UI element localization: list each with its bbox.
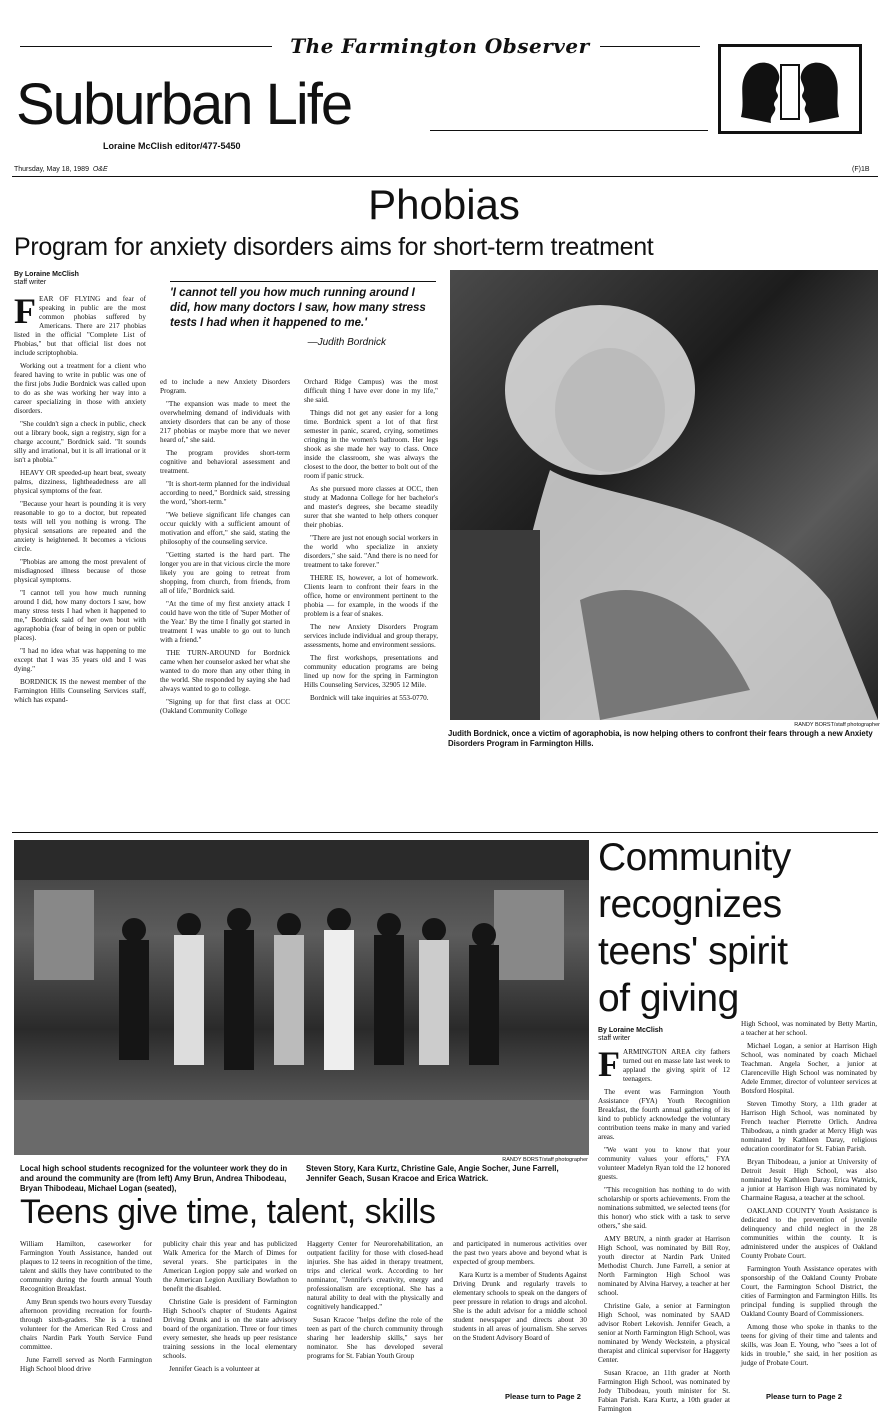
teens-column-4 <box>453 1240 587 1390</box>
issue-date: Thursday, May 18, 1989 O&E <box>14 166 108 173</box>
paragraph: and participated in numerous activities over the past two years above and beyond what is expected of group members. <box>453 1240 587 1266</box>
teens-column-2 <box>163 1240 297 1406</box>
paragraph: "We want you to know that your community values your efforts," FYA volunteer Madelyn Ryan told the 12 honored guests. <box>598 1146 730 1181</box>
paragraph: "I cannot tell you how much running around I did, how many doctors I saw, how many stress tests I had when it happened to me," Bordnick said of her own bout with agoraphobia (fear of being in open or public places). <box>14 589 146 642</box>
paragraph: publicity chair this year and has publicized Walk America for the March of Dimes for several years. She participates in the American Legion poppy sale and worked on the American Legion Auxiliary Bowlathon to benefit the disabled. <box>163 1240 297 1293</box>
paragraph: Among those who spoke in thanks to the teens for giving of their time and talents and skills, was Joan E. Young, who "sees a lot of kids in trouble," she said, in her position as judge of Probate Court. <box>741 1323 877 1367</box>
paragraph: "Because your heart is pounding it is very reasonable to go to a doctor, but repeated tests will tell you nothing is wrong. The physical sensations are repeated and the anxiety is heightened. It becomes a vicious circle. <box>14 500 146 553</box>
paragraph: Haggerty Center for Neurorehabilitation, an outpatient facility for those with closed-head injuries. She has aided in therapy treatment, trips and clerical work. According to her nominator, "Jennifer's creativity, energy and professionalism are exceptional. She has a natural ability to deal with the physically and cognitively handicapped." <box>307 1240 443 1311</box>
paragraph: "There are just not enough social workers in the world who specialize in anxiety disorders," she said. "And there is no need for treatment to take forever." <box>304 534 438 569</box>
community-column-2 <box>741 1020 877 1386</box>
paragraph: Amy Brun spends two hours every Tuesday afternoon providing recreation for fourth- through sixth-graders. She is a trained volunteer for the American Red Cross and chairs Nardin Park Youth Service Fund committee. <box>20 1298 152 1351</box>
paragraph: The event was Farmington Youth Assistance (FYA) Youth Recognition Breakfast, the fourth annual gathering of its kind to publicly acknowledge the voluntary contribution teens make in many and varied areas. <box>598 1088 730 1141</box>
paragraph: "Signing up for that first class at OCC (Oakland Community College <box>160 698 290 715</box>
paragraph: Things did not get any easier for a long time. Bordnick spent a lot of that first semester in panic, scared, crying, sometimes cringing in the women's bathroom. Her legs shook as she made her way to class. Once inside the classroom, she was always the closest to the door, the better to bolt out of the room if panic struck. <box>304 409 438 480</box>
paragraph: HEAVY OR speeded-up heart beat, sweaty palms, dizziness, lightheadedness are all physical symptoms of the fear. <box>14 469 146 495</box>
paragraph: Steven Timothy Story, a 11th grader at Harrison High School, was nominated by French teacher Pierrette Orlich. Andrea Thibodeau, a ninth grader at Mercy High was nominated by Kathleen Daray, religious education coordinator for St. Fabian Parish. <box>741 1100 877 1153</box>
paragraph: "This recognition has nothing to do with scholarship or sports achievements. From the nominations submitted, we selected teens (for this honor) who stick with a task to serve others," she said. <box>598 1186 730 1230</box>
paragraph: "The expansion was made to meet the overwhelming demand of individuals with anxiety disorders that can be any of those 217 phobias or maybe more that we never heard of," she said. <box>160 400 290 444</box>
paragraph: "Phobias are among the most prevalent of misdiagnosed illness because of those physical symptoms. <box>14 558 146 584</box>
phobias-byline: By Loraine McClish staff writer <box>14 271 79 286</box>
paragraph: The program provides short-term cognitive and behavioral assessment and treatment. <box>160 449 290 475</box>
bordnick-photo-caption: Judith Bordnick, once a victim of agoraphobia, is now helping others to confront their fears through a new Anxiety Disorders Program in Farmington Hills. <box>448 729 873 748</box>
masthead <box>0 0 888 173</box>
bordnick-photo <box>450 270 878 720</box>
paragraph: Christine Gale, a senior at Farmington High School, was nominated by SAAD advisor Robert Lekovish. Jennifer Geach, a senior at North Farmington High School, was nominated by Wendy Weckstein, a physical therapist and clinical supervisor for Haggerty Center. <box>598 1302 730 1364</box>
phobias-col1-text <box>14 295 146 705</box>
teens-column-1 <box>20 1240 152 1406</box>
teens-headline: Teens give time, talent, skills <box>20 1193 436 1231</box>
teens-continued: Please turn to Page 2 <box>505 1392 581 1401</box>
group-photo-caption-right: Steven Story, Kara Kurtz, Christine Gale, Angie Socher, June Farrell, Jennifer Geach, Susan Kracoe and Erica Watrick. <box>306 1164 559 1183</box>
paragraph: William Hamilton, caseworker for Farmington Youth Assistance, handed out plaques to 12 teens in recognition of the time, talent and skills they have contributed to the community during the fourth annual Youth Recognition Breakfast. <box>20 1240 152 1293</box>
paragraph: "We believe significant life changes can occur quickly with a sufficient amount of motivation and effort," she said, stating the philosophy of the counseling service. <box>160 511 290 546</box>
paragraph: Bordnick will take inquiries at 553-0770. <box>310 694 429 702</box>
community-byline: By Loraine McClish staff writer <box>598 1027 663 1042</box>
group-photo-credit: RANDY BORST/staff photographer <box>502 1157 588 1163</box>
phobias-column-1: F EAR OF FLYING and fear of speaking in public are the most common phobias suffered by Americans. There are 217 phobias listed in the official "Complete List of Phobias," but that official list does not include scriptophobia. Working out a treatment for a client who feared having to write in public was one of the first jobs Judie Bordnick was called upon to do as she was working her way into a career specializing in those with anxiety disorders. "She couldn't sign a check in public, check out a library book, sign a registry, sign for a charge account," Bordnick said. "It sounds silly and irrational, but it is all irrational or it isn't a phobia." HEAVY OR speeded-up heart beat, sweaty palms, dizziness, lightheadedness are all physical symptoms of the fear. "Because your heart is pounding it is very reasonable to go to a doctor, but repeated tests will tell you nothing is wrong. The physical sensations are repeated and the anxiety is heightened. It becomes a vicious circle. "Phobias are among the most prevalent of misdiagnosed illness because of those physical symptoms. "I cannot tell you how much running around I did, how many doctors I saw, how many stress tests I had when it happened to me," Bordnick said of her own bout with agoraphobia (fear of being in open or public places). "I had no idea what was happening to me except that I was 35 years old and I was dying." BORDNICK IS the newest member of the Farmington Hills Counseling Services staff, which has expand- <box>14 291 146 704</box>
woman-portrait-icon <box>450 270 878 720</box>
editor-line: Loraine McClish editor/477-5450 <box>103 141 241 151</box>
bordnick-photo-credit: RANDY BORST/staff photographer <box>794 722 880 728</box>
teens-column-3 <box>307 1240 443 1406</box>
paragraph: AMY BRUN, a ninth grader at Harrison High School, was nominated by Bill Roy, youth director at Nardin Park United Methodist Church. June Farrell, a senior at North Farmington High School was nominated by Alvina Harvey, a teacher at her school. <box>598 1235 730 1297</box>
paragraph: Orchard Ridge Campus) was the most difficult thing I have ever done in my life," she said. <box>304 378 438 404</box>
community-headline: Community recognizes teens' spirit of giving <box>598 836 791 1020</box>
paragraph: "She couldn't sign a check in public, check out a library book, sign a registry, sign for a charge account," Bordnick said. "It sounds silly and irrational, but it is all irrational or it isn't a phobia." <box>14 420 146 464</box>
phobias-column-3 <box>304 378 438 818</box>
community-continued: Please turn to Page 2 <box>766 1392 842 1401</box>
paragraph: Working out a treatment for a client who feared having to write in public was one of the first jobs Judie Bordnick was called upon to do as she was working her way into a career specializing in those with anxiety disorders. <box>14 362 146 415</box>
paragraph: BORDNICK IS the newest member of the Farmington Hills Counseling Services staff, which has expand- <box>14 678 146 704</box>
paragraph: Kara Kurtz is a member of Students Against Driving Drunk and regularly travels to elementary schools to speak on the dangers of peer pressure in relation to drugs and alcohol. She is the adult advisor for a middle school student newspaper and directs about 30 students in all areas of journalism. She serves on the Student Advisory Board of <box>453 1271 587 1342</box>
faces-logo-icon <box>721 47 859 131</box>
paragraph: EAR OF FLYING and fear of speaking in public are the most common phobias suffered by Americans. There are 217 phobias listed in the official "Complete List of Phobias," but that official list does not include scriptophobia. <box>14 295 146 357</box>
paragraph: "It is short-term planned for the individual according to need," Bordnick said, stressing the word, "short-term." <box>160 480 290 506</box>
phobias-headline: Phobias <box>368 181 520 228</box>
paragraph: "I had no idea what was happening to me except that I was 35 years old and I was dying." <box>14 647 146 673</box>
group-of-teens-icon <box>14 840 589 1155</box>
newspaper-name: The Farmington Observer <box>290 34 590 58</box>
paragraph: As she pursued more classes at OCC, then study at Madonna College for her bachelor's and master's degrees, she became steadily surer that she wanted to help others conquer their phobias. <box>304 485 438 529</box>
section-title: Suburban Life <box>16 72 352 137</box>
paragraph: "Getting started is the hard part. The longer you are in that vicious circle the more likely you are going to retreat from shopping, from church, from friends, from all of life," Bordnick said. <box>160 551 290 595</box>
paragraph: June Farrell served as North Farmington High School blood drive <box>20 1356 152 1373</box>
phobias-column-2 <box>160 378 290 818</box>
paragraph: ed to include a new Anxiety Disorders Program. <box>160 378 290 395</box>
paragraph: THE TURN-AROUND for Bordnick came when her counselor asked her what she wanted to do more than any other thing in the world. She responded by saying she had always wanted to go to college. <box>160 649 290 693</box>
pull-quote: 'I cannot tell you how much running around I did, how many doctors I saw, how many stress tests I had when it happened to me.' —Judith Bordnick <box>170 281 436 348</box>
phobias-subhead: Program for anxiety disorders aims for short-term treatment <box>14 233 654 261</box>
paragraph: Farmington Youth Assistance operates with sponsorship of the Oakland County Probate Court, the Farmington School District, the cities of Farmington and Farmington Hills. Its principal funding is supplied through the Oakland County Board of Commissioners. <box>741 1265 877 1318</box>
paragraph: "At the time of my first anxiety attack I could have won the title of 'Super Mother of the Year.' By the time I finally got started in treatment I was unable to go out to lunch with a friend." <box>160 600 290 644</box>
paragraph: Christine Gale is president of Farmington High School's chapter of Students Against Driving Drunk and is on the state advisory board of the organization. Three or four times every semester, she heads up peer resistance training sessions in the local elementary schools. <box>163 1298 297 1360</box>
paragraph: THERE IS, however, a lot of homework. Clients learn to confront their fears in the office, home or environment pertinent to the phobia — for example, in the woods if the problem is a fear of snakes. <box>304 574 438 618</box>
group-photo-caption-left: Local high school students recognized for the volunteer work they do in and around the community are (from left) Amy Brun, Andrea Thibodeau, Bryan Thibodeau, Michael Logan (seated), <box>20 1164 288 1193</box>
page-number: (F)1B <box>852 166 870 173</box>
teens-group-photo <box>14 840 589 1155</box>
paragraph: The new Anxiety Disorders Program services include individual and group therapy, assessments, home and environment sessions. <box>304 623 438 649</box>
section-logo <box>718 44 862 134</box>
community-column-1: F ARMINGTON AREA city fathers turned out en masse late last week to applaud the giving spirit of 12 teenagers. The event was Farmington Youth Assistance (FYA) Youth Recognition Breakfast, the fourth annual gathering of its kind to publicly acknowledge the voluntary contribution teens make in many and varied areas. "We want you to know that your community values your efforts," FYA volunteer Madelyn Ryan told the 12 honored guests. "This recognition has nothing to do with scholarship or sports achievements. From the nominations submitted, we selected teens (for this honor) who stick with a task to serve others," she said. AMY BRUN, a ninth grader at Harrison High School, was nominated by Bill Roy, youth director at Nardin Park United Methodist Church. June Farrell, a senior at North Farmington High School was nominated by Alvina Harvey, a teacher at her school. Christine Gale, a senior at Farmington High School, was nominated by SAAD advisor Robert Lekovish. Jennifer Geach, a senior at North Farmington High School, was nominated by Wendy Weckstein, a physical therapist and clinical supervisor for Haggerty Center. Susan Kracoe, an 11th grader at North Farmington High School, was nominated by Jody Thibodeau, youth minister for St. Fabian Parish. Kara Kurtz, a 10th grader at Farmington <box>598 1044 730 1413</box>
paragraph: ARMINGTON AREA city fathers turned out en masse late last week to applaud the giving spirit of 12 teenagers. <box>623 1048 730 1083</box>
paragraph: Bryan Thibodeau, a junior at University of Detroit Jesuit High School, was also nominated by Kathleen Daray. Erica Watnick, a junior at Harrison High was nominated by Charmaine Ragusa, a teacher at the school. <box>741 1158 877 1202</box>
paragraph: OAKLAND COUNTY Youth Assistance is dedicated to the prevention of juvenile delinquency and child neglect in the 28 communities within the county. It is administered under the auspices of Oakland County Probate Court. <box>741 1207 877 1260</box>
paragraph: Jennifer Geach is a volunteer at <box>169 1365 260 1373</box>
paragraph: Susan Kracoe "helps define the role of the teen as part of the church community through sharing her leadership skills," says her nominator. She has developed several programs for St. Fabian Youth Group <box>307 1316 443 1360</box>
paragraph: Michael Logan, a senior at Harrison High School, was nominated by coach Michael Teachman. Angela Socher, a junior at Clarenceville High School was nominated by Adele Emmer, director of volunteer services at Botsford Hospital. <box>741 1042 877 1095</box>
paragraph: Susan Kracoe, an 11th grader at North Farmington High School, was nominated by Jody Thibodeau, youth minister for St. Fabian Parish. Kara Kurtz, a 10th grader at Farmington <box>598 1369 730 1413</box>
paragraph: The first workshops, presentations and community education programs are being lined up now for the spring in Farmington Hills Counseling Services, 32905 12 Mile. <box>304 654 438 689</box>
paragraph: High School, was nominated by Betty Martin, a teacher at her school. <box>741 1020 877 1037</box>
